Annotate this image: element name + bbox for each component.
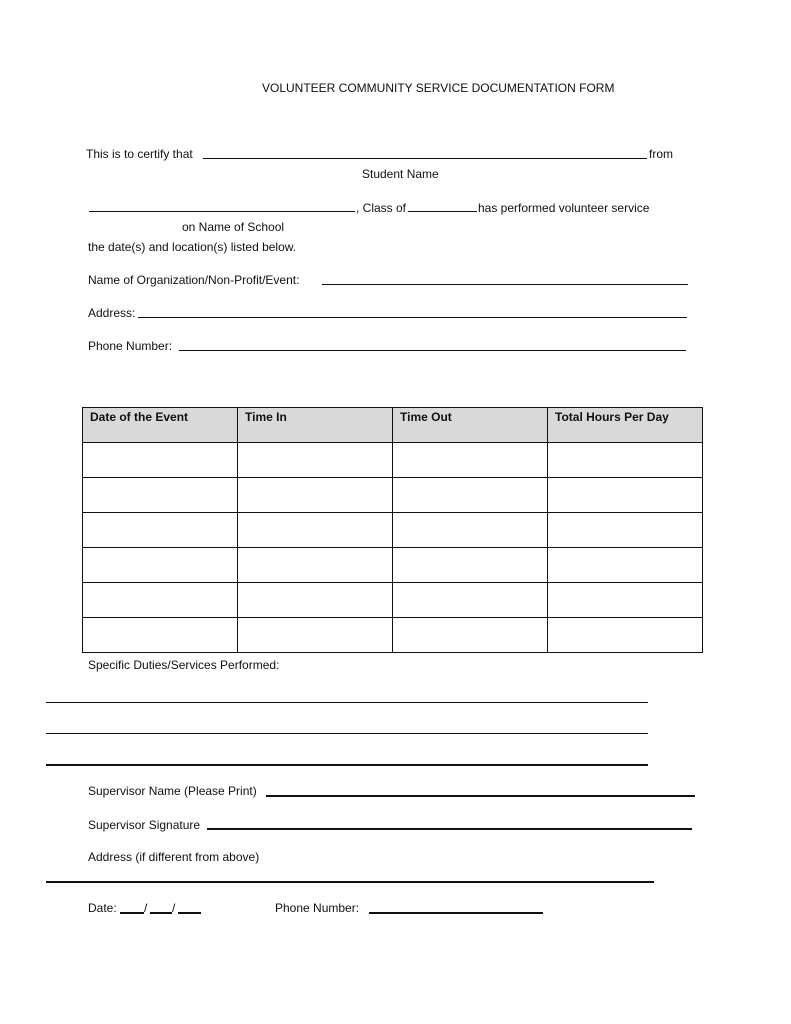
supervisor-signature-field[interactable]	[207, 828, 692, 830]
table-row	[83, 478, 703, 513]
total-hours-cell[interactable]	[548, 548, 703, 583]
certify-prefix: This is to certify that	[86, 147, 193, 161]
class-year-field[interactable]	[408, 211, 477, 212]
date-month-field[interactable]	[120, 912, 144, 914]
total-hours-cell[interactable]	[548, 443, 703, 478]
column-header-time-out: Time Out	[393, 408, 548, 443]
time-in-cell[interactable]	[238, 513, 393, 548]
time-in-cell[interactable]	[238, 548, 393, 583]
time-in-cell[interactable]	[238, 443, 393, 478]
time-in-cell[interactable]	[238, 583, 393, 618]
supervisor-address-field[interactable]	[46, 881, 654, 883]
table-row	[83, 548, 703, 583]
table-header-row	[83, 408, 703, 443]
time-out-cell[interactable]	[393, 513, 548, 548]
date-cell[interactable]	[83, 548, 238, 583]
date-day-field[interactable]	[150, 912, 172, 914]
supervisor-phone-label: Phone Number:	[275, 901, 360, 915]
time-out-cell[interactable]	[393, 583, 548, 618]
supervisor-name-label: Supervisor Name (Please Print)	[88, 784, 257, 798]
time-out-cell[interactable]	[393, 443, 548, 478]
duties-label: Specific Duties/Services Performed:	[88, 658, 280, 672]
time-in-cell[interactable]	[238, 618, 393, 653]
date-cell[interactable]	[83, 443, 238, 478]
class-label: , Class of	[356, 201, 407, 215]
date-cell[interactable]	[83, 618, 238, 653]
organization-label: Name of Organization/Non-Profit/Event:	[88, 273, 300, 287]
date-cell[interactable]	[83, 478, 238, 513]
table-row	[83, 513, 703, 548]
form-title: VOLUNTEER COMMUNITY SERVICE DOCUMENTATION FORM	[262, 81, 615, 95]
time-out-cell[interactable]	[393, 548, 548, 583]
date-label: Date:	[88, 901, 117, 915]
service-hours-table	[82, 407, 703, 653]
student-name-field[interactable]	[203, 158, 647, 159]
supervisor-signature-label: Supervisor Signature	[88, 818, 201, 832]
school-caption: on Name of School	[182, 220, 285, 234]
duties-line-3[interactable]	[46, 764, 648, 766]
column-header-total-hours: Total Hours Per Day	[548, 408, 703, 443]
dates-locations-text: the date(s) and location(s) listed below.	[88, 240, 297, 254]
certify-suffix: from	[649, 147, 673, 161]
total-hours-cell[interactable]	[548, 513, 703, 548]
supervisor-phone-field[interactable]	[369, 912, 543, 914]
time-out-cell[interactable]	[393, 618, 548, 653]
total-hours-cell[interactable]	[548, 618, 703, 653]
date-year-field[interactable]	[178, 912, 201, 914]
table-row	[83, 618, 703, 653]
organization-field[interactable]	[322, 284, 688, 285]
table-row	[83, 443, 703, 478]
supervisor-address-label: Address (if different from above)	[88, 850, 260, 864]
total-hours-cell[interactable]	[548, 478, 703, 513]
duties-line-2[interactable]	[46, 733, 648, 734]
time-in-cell[interactable]	[238, 478, 393, 513]
address-field[interactable]	[138, 317, 687, 318]
date-separator-2: /	[172, 901, 176, 915]
student-name-caption: Student Name	[362, 167, 439, 181]
duties-line-1[interactable]	[46, 702, 648, 703]
supervisor-name-field[interactable]	[266, 795, 695, 797]
column-header-date: Date of the Event	[83, 408, 238, 443]
date-cell[interactable]	[83, 583, 238, 618]
time-out-cell[interactable]	[393, 478, 548, 513]
date-cell[interactable]	[83, 513, 238, 548]
performed-text: has performed volunteer service	[478, 201, 650, 215]
total-hours-cell[interactable]	[548, 583, 703, 618]
date-separator-1: /	[144, 901, 148, 915]
address-label: Address:	[88, 306, 136, 320]
school-name-field[interactable]	[89, 211, 355, 212]
table-row	[83, 583, 703, 618]
column-header-time-in: Time In	[238, 408, 393, 443]
phone-label: Phone Number:	[88, 339, 173, 353]
phone-field[interactable]	[179, 350, 686, 351]
